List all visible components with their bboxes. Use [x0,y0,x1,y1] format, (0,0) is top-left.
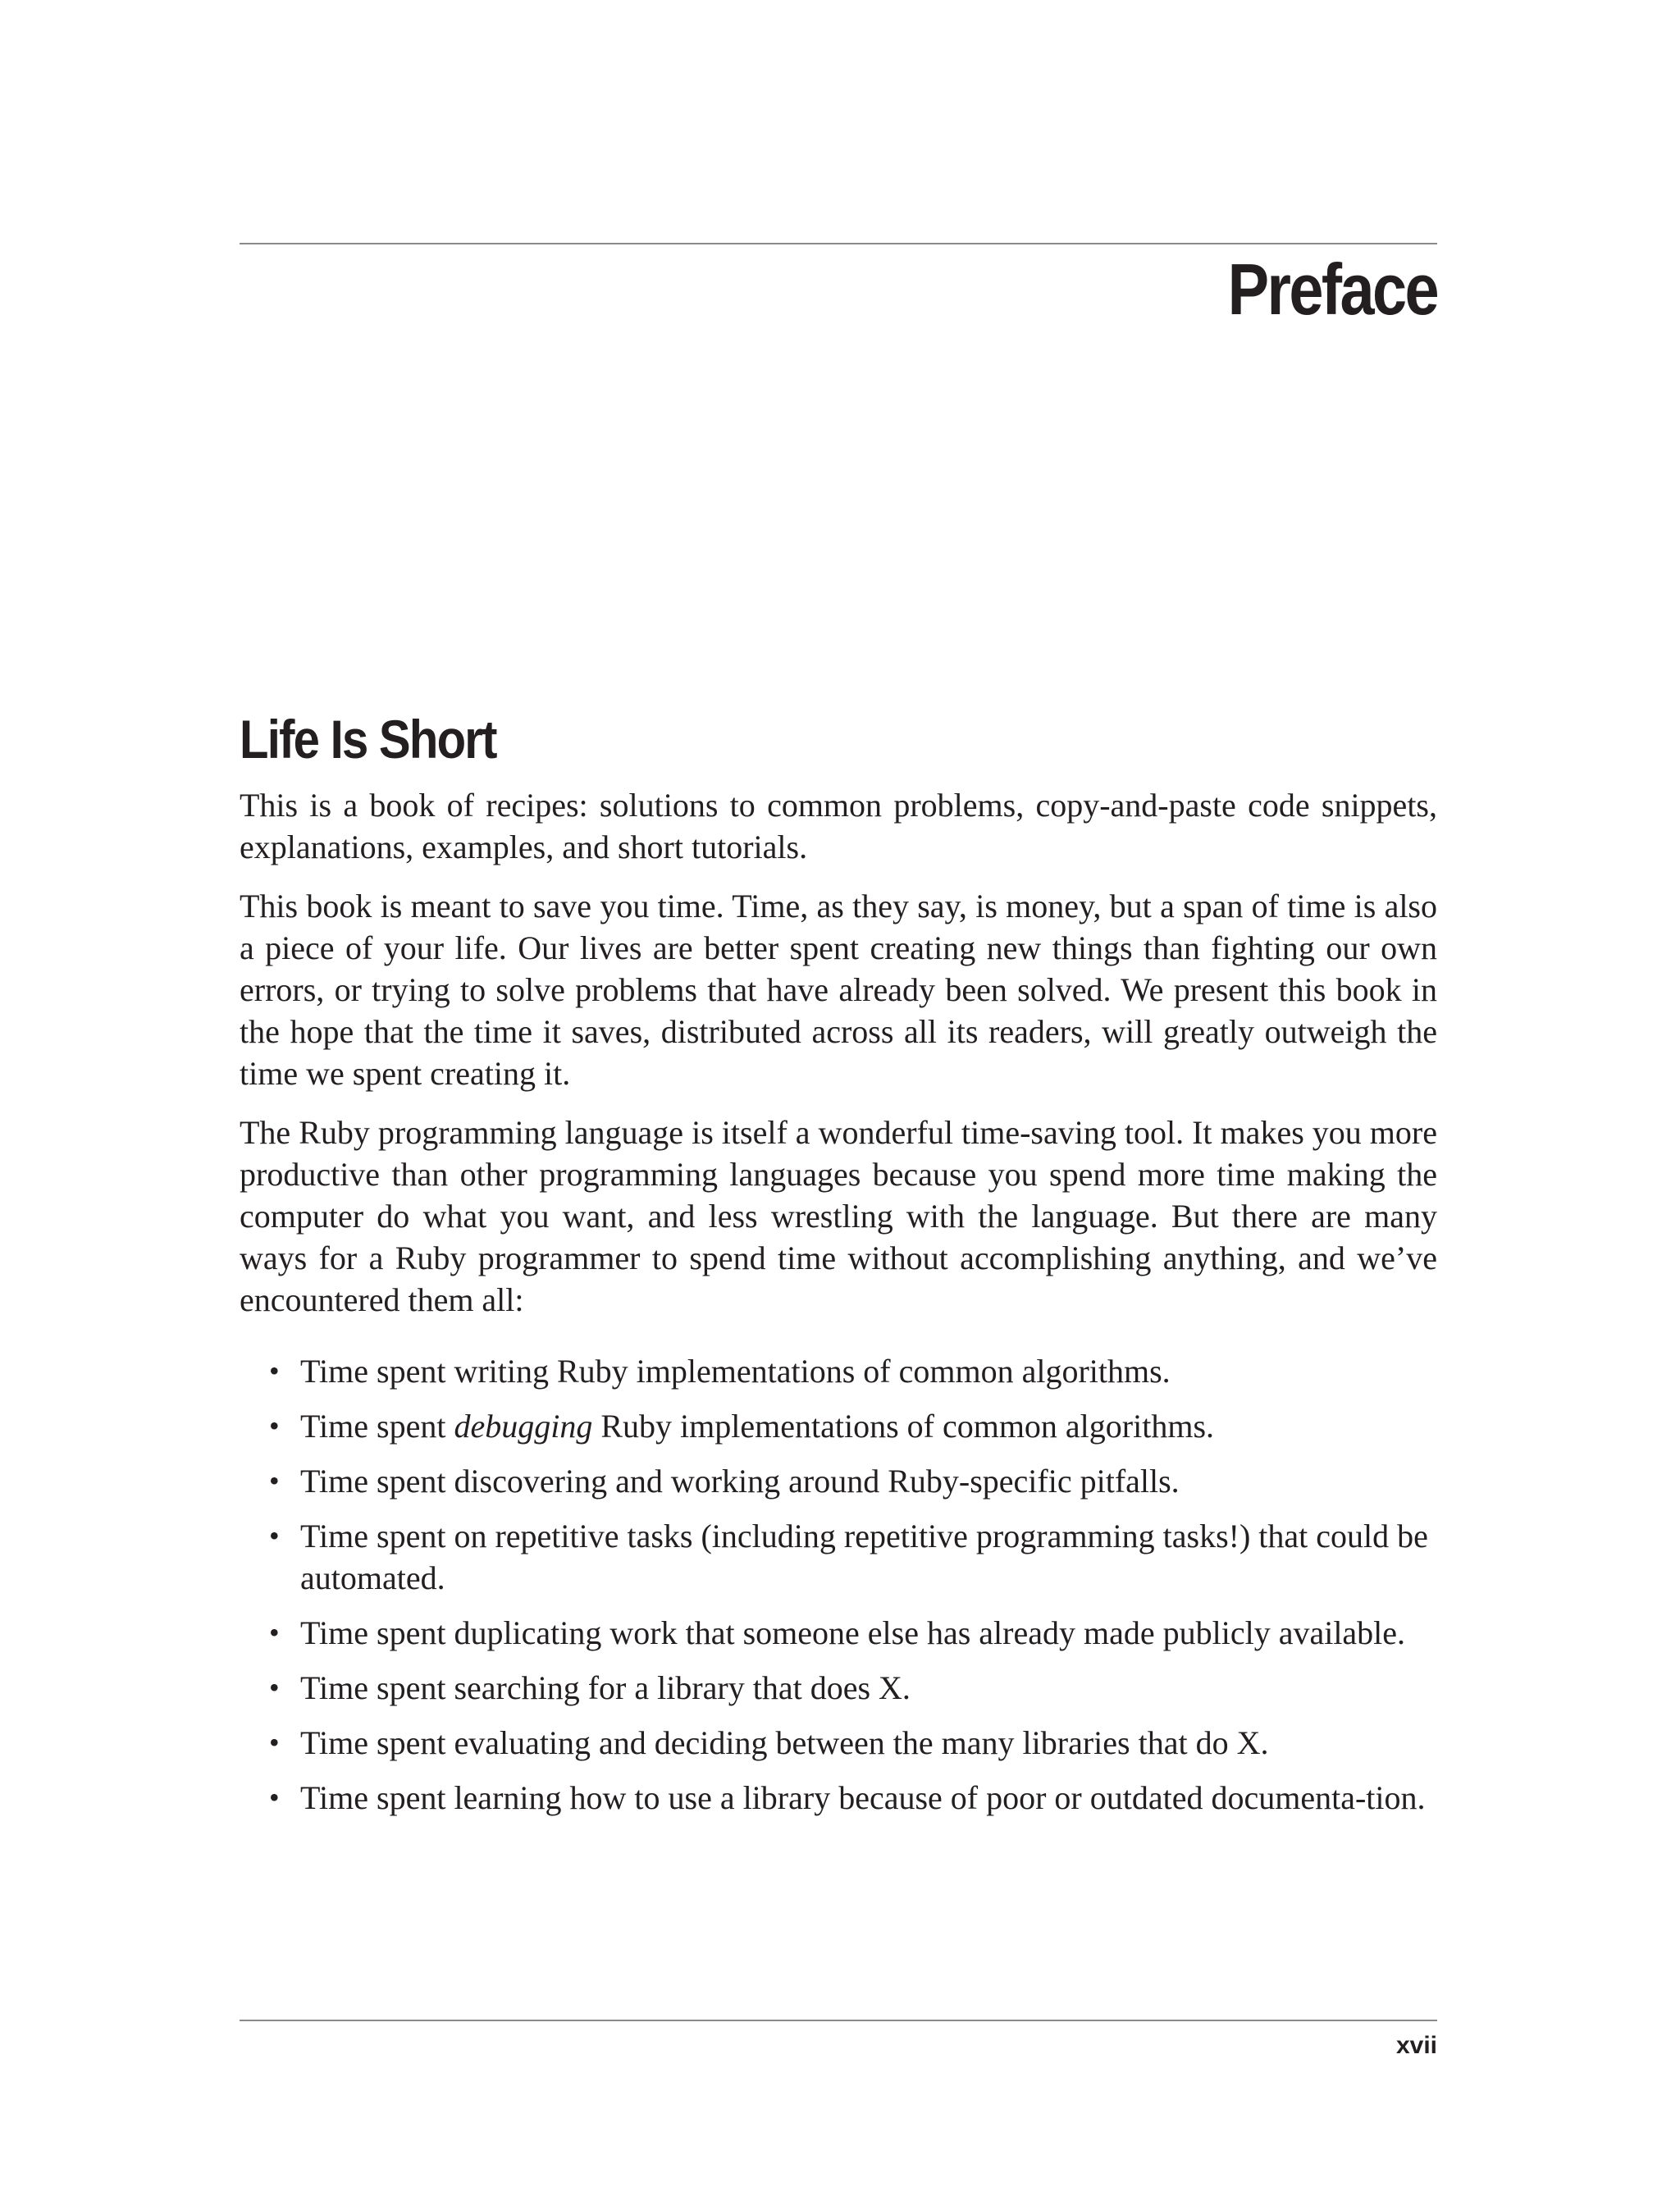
list-item [240,1350,1437,1392]
list-item-text [300,1408,1214,1445]
list-item [240,1722,1437,1764]
bullet-icon: • [269,1781,280,1814]
list-item-text: Time spent duplicating work that someone else has already made publicly available. [300,1614,1406,1651]
bullet-icon: • [269,1409,280,1442]
list-item-text: Time spent on repetitive tasks (including repetitive programming tasks!) that could be automated. [300,1518,1428,1596]
paragraph-save-time: This book is meant to save you time. Time, as they say, is money, but a span of time is also a piece of your life. Our lives are better spent creating new things than fighting our own errors, or trying to solve problems that have already been solved. We present this book in the hope that the time it saves, distributed across all its readers, will greatly outweigh the time we spent creating it. [240,888,1437,1092]
page-body [240,705,1437,1832]
emphasized-word: debugging [454,1408,593,1445]
list-item [240,1460,1437,1502]
bullet-icon: • [269,1671,280,1704]
list-item-text: Time spent writing Ruby implementations of common algorithms. [300,1353,1171,1390]
list-item [240,1515,1437,1599]
list-item [240,1667,1437,1709]
section-heading: Life Is Short [240,709,496,769]
list-item [240,1612,1437,1654]
bullet-icon: • [269,1354,280,1387]
time-wasters-list [240,1350,1437,1819]
top-rule [240,243,1437,244]
bottom-rule [240,2020,1437,2021]
list-item-text: Time spent discovering and working around Ruby-specific pitfalls. [300,1463,1180,1500]
bullet-icon: • [269,1726,280,1759]
list-item-text: Time spent searching for a library that does X. [300,1669,911,1706]
paragraph-intro: This is a book of recipes: solutions to common problems, copy-and-paste code snippets, explanations, examples, and short tutorials. [240,787,1437,865]
list-item [240,1405,1437,1447]
list-item-text: Time spent learning how to use a library because of poor or outdated documenta-tion. [300,1779,1426,1816]
bullet-icon: • [269,1616,280,1649]
paragraph-ruby-tool: The Ruby programming language is itself a wonderful time-saving tool. It makes you more productive than other programming languages because you spend more time making the computer do what you want, and less wrestling with the language. But there are many ways for a Ruby programmer to spend time without accomplishing anything, and we’ve encountered them all: [240,1114,1437,1318]
page-number: xvii [1395,2032,1437,2059]
list-item-text: Time spent evaluating and deciding between the many libraries that do X. [300,1724,1269,1761]
bullet-icon: • [269,1464,280,1497]
list-item-text-end: Ruby implementations of common algorithms. [592,1408,1215,1445]
list-item-text-start: Time spent [300,1408,454,1445]
bullet-icon: • [269,1519,280,1552]
list-item [240,1777,1437,1819]
chapter-title: Preface [1227,249,1437,330]
